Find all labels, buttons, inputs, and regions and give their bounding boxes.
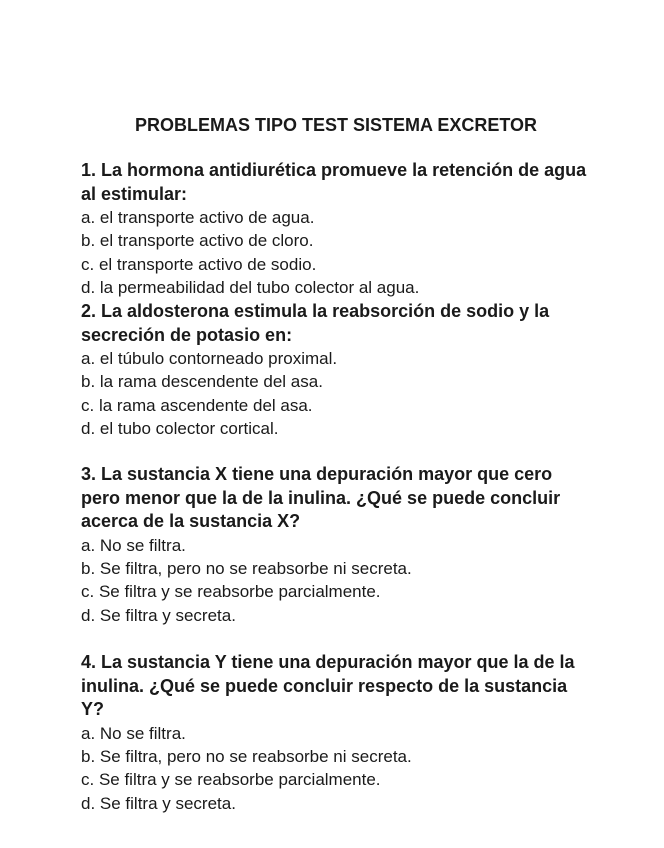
question-4 — [81, 651, 591, 815]
option-a: a. No se filtra. — [81, 723, 186, 743]
question-text: 2. La aldosterona estimula la reabsorción de sodio y la secreción de potasio en: — [81, 301, 550, 345]
option-c: c. Se filtra y se reabsorbe parcialmente. — [81, 770, 381, 790]
option-c: c. la rama ascendente del asa. — [81, 395, 313, 415]
option-list — [81, 206, 591, 300]
option-d: d. Se filtra y secreta. — [81, 793, 236, 813]
option-a: a. No se filtra. — [81, 535, 186, 555]
option-a: a. el transporte activo de agua. — [81, 208, 315, 227]
document-title: PROBLEMAS TIPO TEST SISTEMA EXCRETOR — [134, 115, 538, 135]
question-2 — [81, 300, 591, 441]
option-b: b. Se filtra, pero no se reabsorbe ni secreta. — [81, 746, 412, 766]
option-d: d. la permeabilidad del tubo colector al agua. — [81, 278, 420, 298]
option-b: b. el transporte activo de cloro. — [81, 231, 314, 251]
option-list — [81, 534, 591, 628]
option-d: d. Se filtra y secreta. — [81, 605, 236, 625]
option-c: c. el transporte activo de sodio. — [81, 254, 317, 274]
option-d: d. el tubo colector cortical. — [81, 419, 279, 439]
option-b: b. Se filtra, pero no se reabsorbe ni secreta. — [81, 558, 412, 578]
question-3 — [81, 463, 591, 627]
question-text: 1. La hormona antidiurética promueve la retención de agua al estimular: — [81, 160, 587, 204]
question-1 — [81, 159, 591, 300]
option-list — [81, 722, 591, 816]
question-text: 3. La sustancia X tiene una depuración mayor que cero pero menor que la de la inulina. ¿Qué se puede concluir acerca de la sustancia X? — [81, 464, 561, 531]
option-b: b. la rama descendente del asa. — [81, 372, 323, 392]
option-c: c. Se filtra y se reabsorbe parcialmente. — [81, 582, 381, 602]
option-a: a. el túbulo contorneado proximal. — [81, 349, 338, 368]
option-list — [81, 347, 591, 441]
question-text: 4. La sustancia Y tiene una depuración mayor que la de la inulina. ¿Qué se puede concluir respecto de la sustancia Y? — [81, 652, 575, 719]
